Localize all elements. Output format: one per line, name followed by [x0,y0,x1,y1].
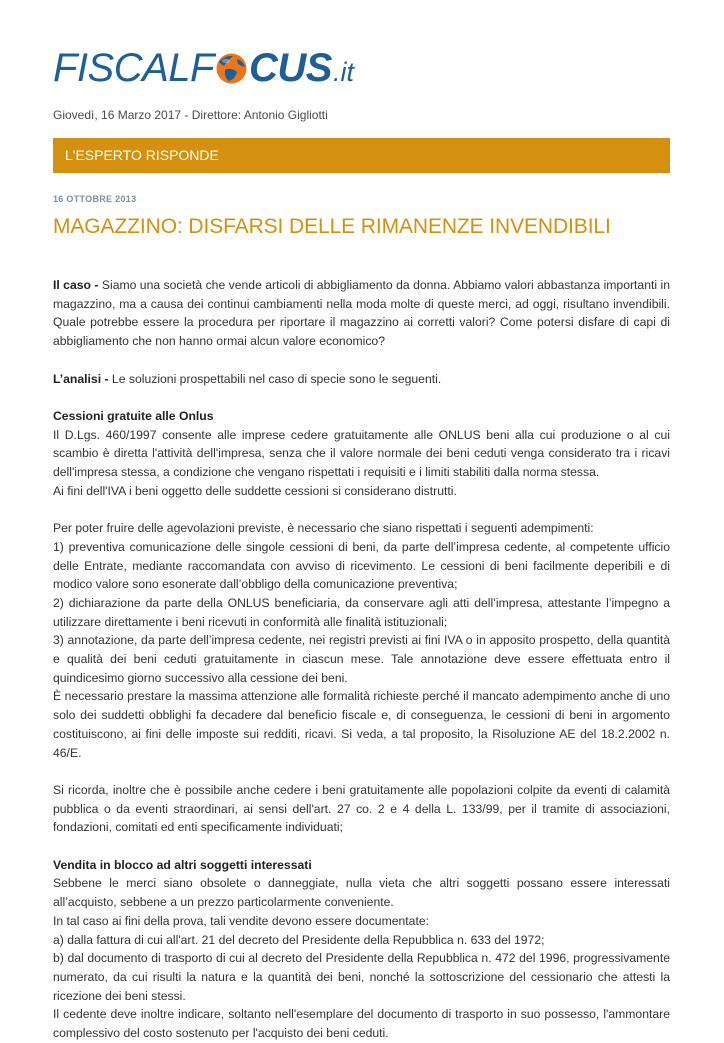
blocco-item-c: Il cedente deve inoltre indicare, soltanto nell'esemplare del documento di trasporto in suo possesso, l'ammontare complessivo del costo sostenuto per l'acquisto dei beni ceduti. [53,1007,670,1041]
globe-icon [215,52,248,85]
onlus-paragraph-1: Il D.Lgs. 460/1997 consente alle imprese cedere gratuitamente alle ONLUS beni alla cui produzione o al cui scambio è diretta l'attività dell'impresa, senza che il valore normale dei beni ceduti venga considerato tra i ricavi dell'impresa stessa, a condizione che vengano rispettati i requisiti e i limiti stabiliti dalla norma stessa. [53,427,670,479]
blocco-paragraph-2: In tal caso ai fini della prova, tali vendite devono essere documentate: [53,913,430,928]
onlus-paragraph-2: Ai fini dell'IVA i beni oggetto delle suddette cessioni si considerano distrutti. [53,483,457,498]
logo-word-fiscal: FISCALF [53,46,214,90]
calamita-paragraph: Si ricorda, inoltre che è possibile anche cedere i beni gratuitamente alle popolazioni colpite da eventi di calamità pubblica o da eventi straordinari, ai sensi dell'art. 27 co. 2 e 4 della L. 133/99, per il tramite di associazioni, fondazioni, comitati ed enti specificamente individuati; [53,782,670,835]
logo-word-focus [214,48,332,88]
attenzione-paragraph: È necessario prestare la massima attenzione alle formalità richieste perché il mancato adempimento anche di uno solo dei suddetti obblighi fa decadere dal beneficio fiscale e, di conseguenza, le cessioni di beni in argomento costituiscono, ai fini delle imposte sui redditi, ricavi. Si veda, a tal proposito, la Risoluzione AE del 18.2.2002 n. 46/E. [53,689,670,760]
article-title: MAGAZZINO: DISFARSI DELLE RIMANENZE INVENDIBILI [53,215,611,238]
blocco-paragraph-1: Sebbene le merci siano obsolete o danneggiate, nulla vieta che altri soggetti possano essere interessati all’acquisto, sebbene a un prezzo particolarmente conveniente. [53,876,670,910]
fiscalfocus-logo[interactable] [53,48,354,88]
section-bar [53,138,670,173]
analisi-text: Le soluzioni prospettabili nel caso di specie sono le seguenti. [108,371,442,386]
adempimento-1: 1) preventiva comunicazione delle singole cessioni di beni, da parte dell’impresa cedente, al competente ufficio delle Entrate, mediante raccomandata con avviso di ricevimento. Le cessioni di beni facilmente deperibili e di modico valore sono esonerate dall’obbligo della comunicazione preventiva; [53,539,670,592]
dateline: Giovedì, 16 Marzo 2017 - Direttore: Antonio Gigliotti [53,108,328,122]
adempimenti-intro: Per poter fruire delle agevolazioni previste, è necessario che siano rispettati i seguenti adempimenti: [53,521,594,536]
section-label: L'ESPERTO RISPONDE [65,147,219,163]
paragraph-analisi [53,370,670,389]
article-body [53,276,670,1043]
paragraph-caso [53,276,670,351]
adempimento-2: 2) dichiarazione da parte della ONLUS beneficiaria, da conservare agli atti dell’impresa, attestante l’impegno a utilizzare direttamente i beni ricevuti in conformità alle finalità istituzionali; [53,595,670,629]
article-date: 16 OTTOBRE 2013 [53,194,137,204]
onlus-heading: Cessioni gratuite alle Onlus [53,408,214,423]
adempimento-3: 3) annotazione, da parte dell’impresa cedente, nei registri previsti ai fini IVA o in apposito prospetto, della quantità e qualità dei beni ceduti gratuitamente in ciascun mese. Tale annotazione deve essere effettuata entro il quindicesimo giorno successivo alla cessione dei beni. [53,633,670,685]
blocco-item-a: a) dalla fattura di cui all'art. 21 del decreto del Presidente della Repubblica n. 633 del 1972; [53,932,545,947]
logo-word-cus: CUS [248,46,332,90]
caso-text: Siamo una società che vende articoli di abbigliamento da donna. Abbiamo valori abbastanza importanti in magazzino, ma a causa dei continui cambiamenti nella moda molte di queste merci, ad oggi, risultano invendibili. Quale potrebbe essere la procedura per riportare il magazzino ai corretti valori? Come potersi disfare di capi di abbigliamento che non hanno ormai alcun valore economico? [53,278,670,349]
analisi-label: L’analisi - [53,371,109,386]
blocco-heading: Vendita in blocco ad altri soggetti interessati [53,857,312,872]
logo-tld: .it [332,57,354,87]
blocco-item-b: b) dal documento di trasporto di cui al decreto del Presidente della Repubblica n. 472 del 1996, progressivamente numerato, da cui risulti la natura e la quantità dei beni, nonché la sottoscrizione del cessionario che attesti la ricezione dei beni stessi. [53,951,670,1003]
caso-label: Il caso - [53,278,99,292]
